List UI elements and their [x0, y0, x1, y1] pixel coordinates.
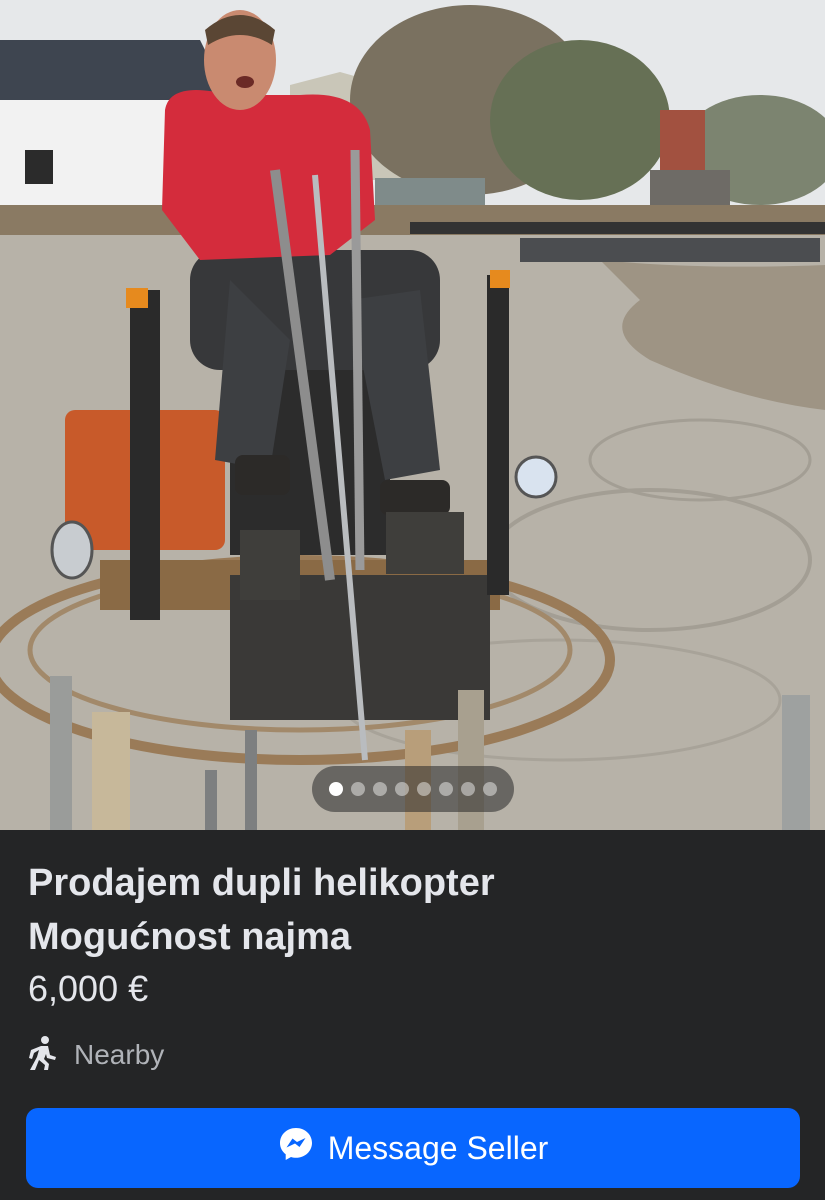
location-label: Nearby [74, 1039, 165, 1070]
pager-dot[interactable] [329, 782, 343, 796]
photo-pager[interactable] [312, 766, 514, 812]
pager-dot[interactable] [483, 782, 497, 796]
message-seller-button[interactable] [26, 1108, 800, 1188]
listing-location [28, 1035, 164, 1075]
walking-person-icon [28, 1035, 58, 1076]
pager-dot[interactable] [351, 782, 365, 796]
messenger-icon [278, 1126, 314, 1170]
listing-title [28, 856, 798, 964]
listing-price: 6,000 € [28, 968, 149, 1009]
pager-dot[interactable] [417, 782, 431, 796]
listing-title-line2: Mogućnost najma [28, 916, 352, 958]
pager-dot[interactable] [461, 782, 475, 796]
pager-dot[interactable] [439, 782, 453, 796]
listing-title-line1: Prodajem dupli helikopter [28, 862, 495, 904]
message-seller-label: Message Seller [327, 1129, 549, 1166]
pager-dot[interactable] [373, 782, 387, 796]
listing-details [0, 830, 825, 1200]
pager-dot[interactable] [395, 782, 409, 796]
